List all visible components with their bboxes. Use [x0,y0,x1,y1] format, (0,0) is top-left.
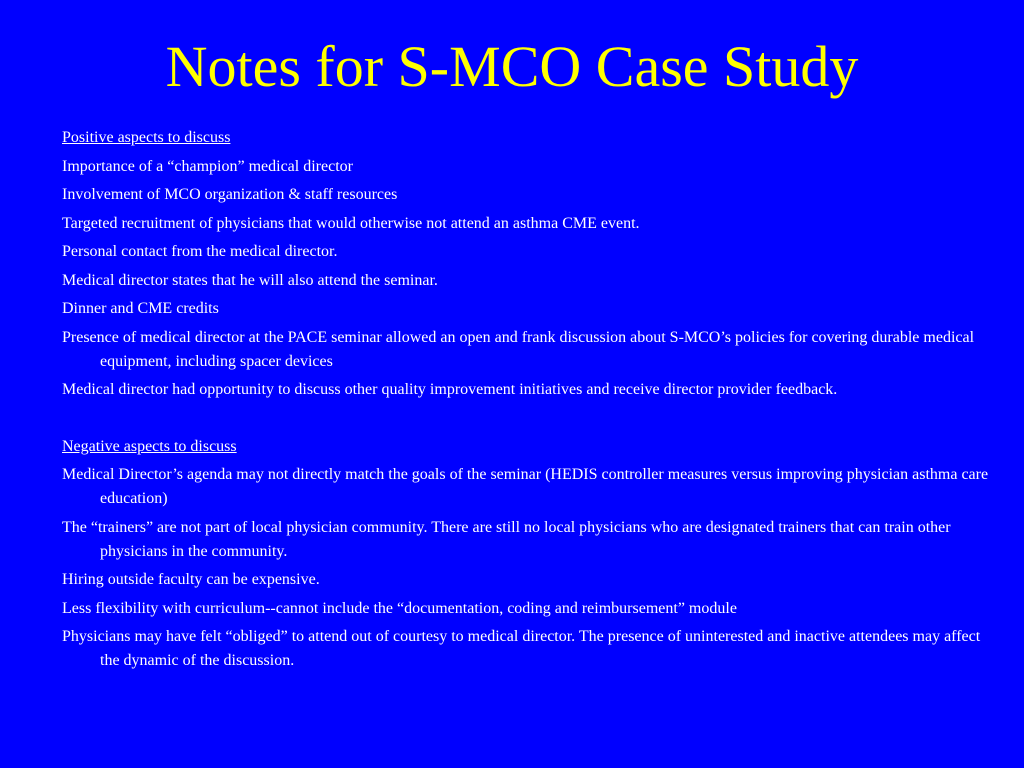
negative-item: Physicians may have felt “obliged” to attend out of courtesy to medical director. The presence of uninterested and inactive attendees may affect the dynamic of the discussion. [62,628,981,669]
positive-item: Medical director had opportunity to discuss other quality improvement initiatives and receive director provider feedback. [62,381,838,398]
slide-body [62,126,1002,678]
positive-item: Personal contact from the medical director. [62,243,338,260]
positive-item: Involvement of MCO organization & staff resources [62,186,398,203]
positive-item: Presence of medical director at the PACE seminar allowed an open and frank discussion about S-MCO’s policies for covering durable medical equipment, including spacer devices [62,328,975,370]
positive-item: Dinner and CME credits [62,300,219,317]
positive-heading: Positive aspects to discuss [62,129,231,146]
slide-title: Notes for S-MCO Case Study [165,34,859,99]
positive-item: Importance of a “champion” medical director [62,157,353,175]
positive-item: Targeted recruitment of physicians that would otherwise not attend an asthma CME event. [62,214,640,232]
negative-item: Hiring outside faculty can be expensive. [62,571,320,588]
negative-item: Less flexibility with curriculum--cannot include the “documentation, coding and reimbursement” module [62,599,737,617]
negative-item: Medical Director’s agenda may not directly match the goals of the seminar (HEDIS controller measures versus improving physician asthma care education) [62,466,989,507]
section-spacer [62,407,1002,435]
positive-item: Medical director states that he will also attend the seminar. [62,271,438,289]
negative-item: The “trainers” are not part of local physician community. There are still no local physicians who are designated trainers that can train other physicians in the community. [62,518,951,560]
negative-heading: Negative aspects to discuss [62,437,237,455]
